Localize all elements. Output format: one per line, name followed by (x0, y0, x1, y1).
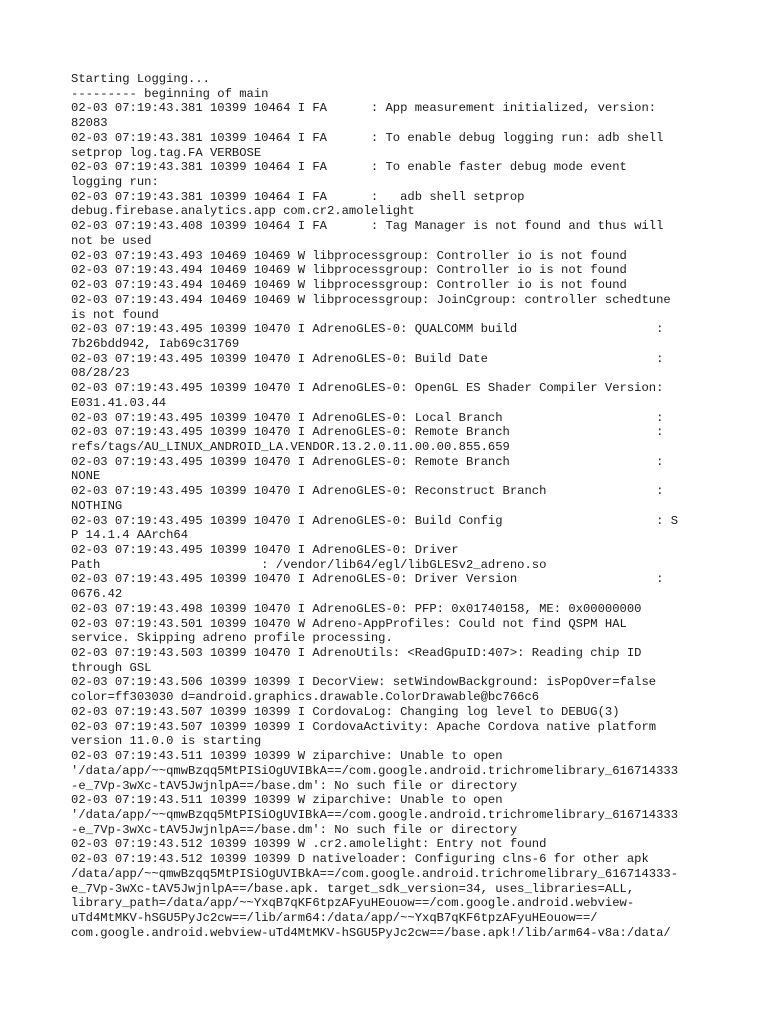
log-line: '/data/app/~~qmwBzqq5MtPISiOgUVIBkA==/com.google.android.trichromelibrary_616714333 (71, 763, 679, 778)
log-line: 02-03 07:19:43.381 10399 10464 I FA : App measurement initialized, version: (71, 101, 657, 116)
log-line: P 14.1.4 AArch64 (71, 528, 189, 543)
log-line: -e_7Vp-3wXc-tAV5JwjnlpA==/base.dm': No such file or directory (71, 778, 518, 793)
log-line: 02-03 07:19:43.503 10399 10470 I AdrenoUtils: <ReadGpuID:407>: Reading chip ID (71, 646, 642, 661)
log-line: 02-03 07:19:43.495 10399 10470 I AdrenoGLES-0: QUALCOMM build : (71, 322, 664, 337)
log-line: 02-03 07:19:43.381 10399 10464 I FA : To enable debug logging run: adb shell (71, 130, 664, 145)
log-line: 02-03 07:19:43.507 10399 10399 I CordovaLog: Changing log level to DEBUG(3) (71, 704, 620, 719)
log-line: 02-03 07:19:43.495 10399 10470 I AdrenoGLES-0: Remote Branch : (71, 425, 664, 440)
log-line: through GSL (71, 660, 152, 675)
log-line: is not found (71, 307, 159, 322)
log-line: 02-03 07:19:43.506 10399 10399 I DecorView: setWindowBackground: isPopOver=false (71, 675, 657, 690)
log-line: 02-03 07:19:43.494 10469 10469 W libprocessgroup: Controller io is not found (71, 263, 627, 278)
log-line: uTd4MtMKV-hSGU5PyJc2cw==/lib/arm64:/data/app/~~YxqB7qKF6tpzAFyuHEouow==/ (71, 910, 598, 925)
log-line: '/data/app/~~qmwBzqq5MtPISiOgUVIBkA==/com.google.android.trichromelibrary_616714333 (71, 807, 679, 822)
log-line: 0676.42 (71, 587, 123, 602)
log-line: setprop log.tag.FA VERBOSE (71, 145, 262, 160)
log-line: 02-03 07:19:43.381 10399 10464 I FA : To enable faster debug mode event (71, 160, 627, 175)
log-line: -e_7Vp-3wXc-tAV5JwjnlpA==/base.dm': No such file or directory (71, 822, 518, 837)
log-line: --------- beginning of main (71, 86, 269, 101)
log-line: library_path=/data/app/~~YxqB7qKF6tpzAFyuHEouow==/com.google.android.webview- (71, 896, 635, 911)
log-line: NOTHING (71, 498, 123, 513)
log-line: 02-03 07:19:43.381 10399 10464 I FA : adb shell setprop (71, 189, 525, 204)
log-line: 82083 (71, 116, 108, 131)
log-line: 02-03 07:19:43.495 10399 10470 I AdrenoGLES-0: Local Branch : (71, 410, 664, 425)
log-line: 02-03 07:19:43.495 10399 10470 I AdrenoGLES-0: Build Date : (71, 351, 664, 366)
log-line: not be used (71, 233, 152, 248)
log-line: Starting Logging... (71, 72, 210, 86)
log-line: 02-03 07:19:43.408 10399 10464 I FA : Tag Manager is not found and thus will (71, 219, 664, 234)
log-line: 08/28/23 (71, 366, 130, 381)
log-line: 02-03 07:19:43.494 10469 10469 W libprocessgroup: Controller io is not found (71, 278, 627, 293)
log-line: service. Skipping adreno profile processing. (71, 631, 393, 646)
log-line: logging run: (71, 175, 159, 190)
log-line: 02-03 07:19:43.495 10399 10470 I AdrenoGLES-0: Build Config : S (71, 513, 679, 528)
log-line: 02-03 07:19:43.493 10469 10469 W libprocessgroup: Controller io is not found (71, 248, 627, 263)
log-line: refs/tags/AU_LINUX_ANDROID_LA.VENDOR.13.2.0.11.00.00.855.659 (71, 439, 510, 454)
log-line: 02-03 07:19:43.495 10399 10470 I AdrenoGLES-0: Driver Version : (71, 572, 664, 587)
log-line: E031.41.03.44 (71, 395, 167, 410)
log-line: color=ff303030 d=android.graphics.drawable.ColorDrawable@bc766c6 (71, 690, 540, 705)
log-line: e_7Vp-3wXc-tAV5JwjnlpA==/base.apk. target_sdk_version=34, uses_libraries=ALL, (71, 881, 635, 896)
log-line: 02-03 07:19:43.495 10399 10470 I AdrenoGLES-0: Remote Branch : (71, 454, 664, 469)
log-line: /data/app/~~qmwBzqq5MtPISiOgUVIBkA==/com.google.android.trichromelibrary_616714333- (71, 866, 679, 881)
log-line: 02-03 07:19:43.501 10399 10470 W Adreno-AppProfiles: Could not find QSPM HAL (71, 616, 627, 631)
log-line: 02-03 07:19:43.495 10399 10470 I AdrenoGLES-0: Reconstruct Branch : (71, 484, 664, 499)
log-line: 7b26bdd942, Iab69c31769 (71, 336, 240, 351)
log-line: 02-03 07:19:43.495 10399 10470 I AdrenoGLES-0: Driver (71, 543, 459, 557)
log-line: debug.firebase.analytics.app com.cr2.amolelight (71, 204, 415, 219)
log-output (71, 72, 711, 940)
log-line: 02-03 07:19:43.494 10469 10469 W libprocessgroup: JoinCgroup: controller schedtune (71, 292, 671, 307)
log-line: 02-03 07:19:43.507 10399 10399 I CordovaActivity: Apache Cordova native platform (71, 719, 657, 734)
log-line: 02-03 07:19:43.511 10399 10399 W ziparchive: Unable to open (71, 749, 503, 764)
log-line: 02-03 07:19:43.495 10399 10470 I AdrenoGLES-0: OpenGL ES Shader Compiler Version: (71, 381, 664, 396)
log-line: 02-03 07:19:43.512 10399 10399 W .cr2.amolelight: Entry not found (71, 837, 547, 852)
log-line: 02-03 07:19:43.511 10399 10399 W ziparchive: Unable to open (71, 793, 503, 808)
log-line: version 11.0.0 is starting (71, 734, 262, 749)
log-line: com.google.android.webview-uTd4MtMKV-hSGU5PyJc2cw==/base.apk!/lib/arm64-v8a:/data/ (71, 925, 671, 940)
log-line: NONE (71, 469, 101, 484)
log-line: 02-03 07:19:43.512 10399 10399 D nativeloader: Configuring clns-6 for other apk (71, 852, 649, 867)
log-line: 02-03 07:19:43.498 10399 10470 I AdrenoGLES-0: PFP: 0x01740158, ME: 0x00000000 (71, 601, 642, 616)
log-line: Path : /vendor/lib64/egl/libGLESv2_adreno.so (71, 557, 547, 572)
